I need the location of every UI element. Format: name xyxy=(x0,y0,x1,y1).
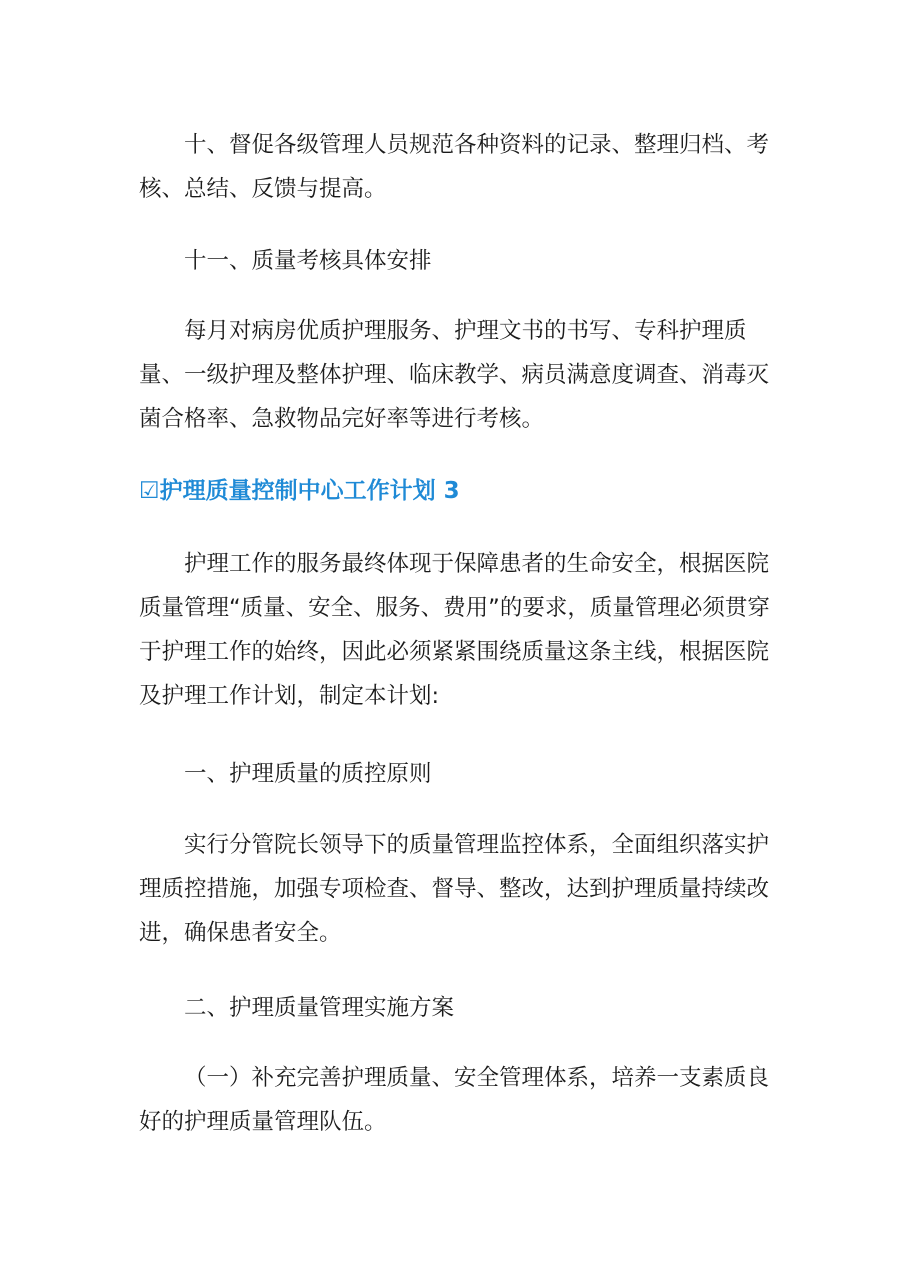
paragraph-item-10: 十、督促各级管理人员规范各种资料的记录、整理归档、考核、总结、反馈与提高。 xyxy=(139,132,770,202)
paragraph-item-1-title: 一、护理质量的质控原则 xyxy=(184,761,432,787)
paragraph-item-2-title: 二、护理质量管理实施方案 xyxy=(184,995,455,1021)
section-heading: ☑护理质量控制中心工作计划 3 xyxy=(139,478,460,504)
paragraph-item-1-body: 实行分管院长领导下的质量管理监控体系，全面组织落实护理质控措施，加强专项检查、督导、整改，达到护理质量持续改进，确保患者安全。 xyxy=(139,832,770,946)
paragraph-item-2-sub-1: （一）补充完善护理质量、安全管理体系，培养一支素质良好的护理质量管理队伍。 xyxy=(139,1065,770,1135)
paragraph-item-monthly-assessment: 每月对病房优质护理服务、护理文书的书写、专科护理质量、一级护理及整体护理、临床教学、病员满意度调查、消毒灭菌合格率、急救物品完好率等进行考核。 xyxy=(139,318,770,432)
paragraph-item-11: 十一、质量考核具体安排 xyxy=(184,248,432,274)
paragraph-intro: 护理工作的服务最终体现于保障患者的生命安全，根据医院质量管理“质量、安全、服务、费用”的要求，质量管理必须贯穿于护理工作的始终，因此必须紧紧围绕质量这条主线，根据医院及护理工作计划，制定本计划: xyxy=(139,551,770,709)
